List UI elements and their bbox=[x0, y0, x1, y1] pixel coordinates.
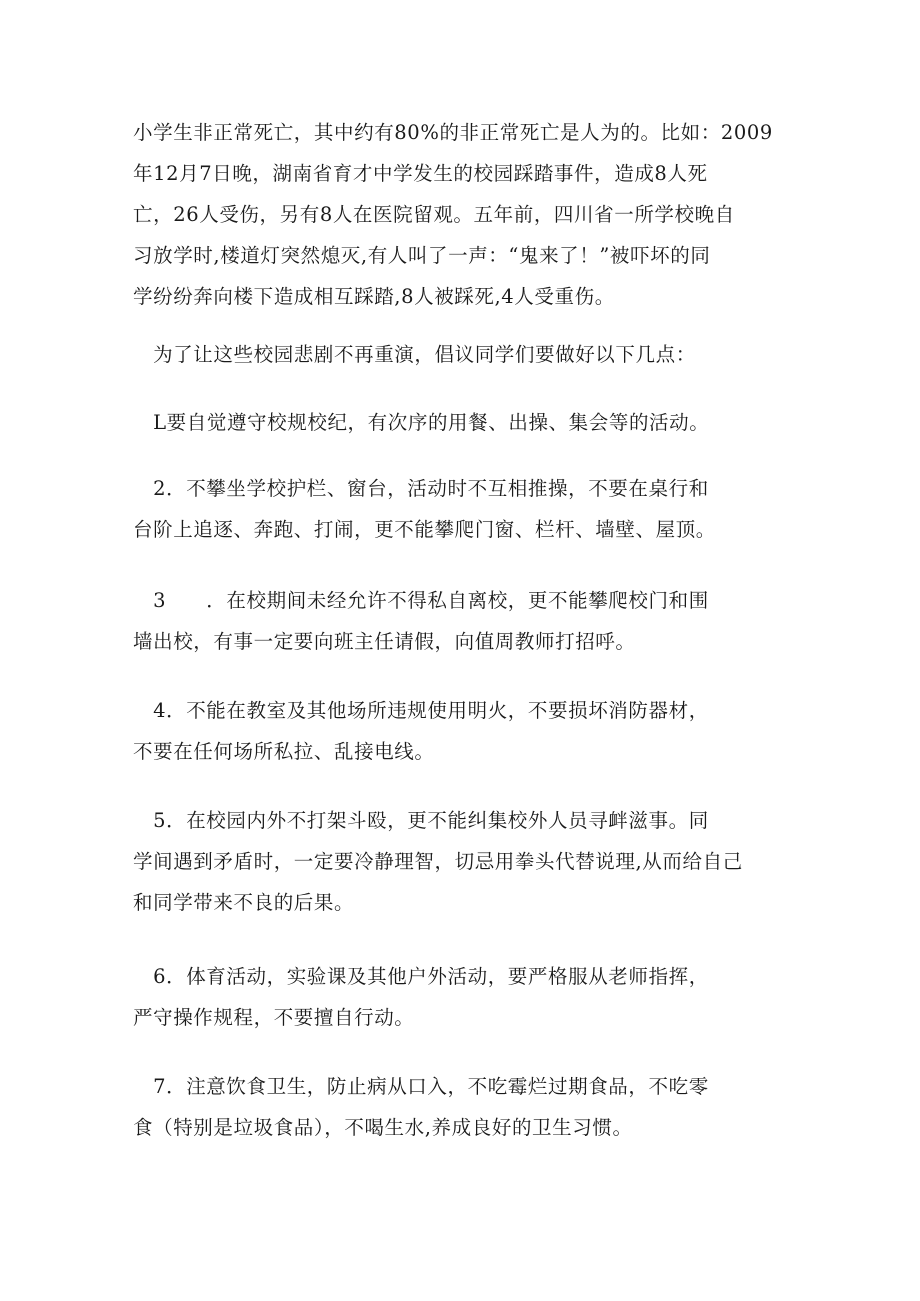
text-line: 学纷纷奔向楼下造成相互踩踏,8人被踩死,4人受重伤。 bbox=[133, 285, 615, 308]
paragraph-proposal bbox=[133, 334, 793, 375]
text-line: 6．体育活动，实验课及其他户外活动，要严格服从老师指挥， bbox=[133, 965, 709, 988]
text-line: 和同学带来不良的后果。 bbox=[133, 891, 355, 914]
paragraph-item-6 bbox=[133, 956, 793, 1038]
paragraph-item-2 bbox=[133, 468, 793, 550]
text-line: 4．不能在教室及其他场所违规使用明火，不要损坏消防器材， bbox=[133, 699, 709, 722]
text-line: 习放学时,楼道灯突然熄灭,有人叫了一声：“鬼来了！”被吓坏的同 bbox=[133, 244, 711, 267]
paragraph-intro bbox=[133, 112, 793, 317]
text-line: 严守操作规程，不要擅自行动。 bbox=[133, 1006, 415, 1029]
text-line: 台阶上追逐、奔跑、打闹，更不能攀爬门窗、栏杆、墙壁、屋顶。 bbox=[133, 518, 716, 541]
paragraph-item-3 bbox=[133, 580, 793, 662]
paragraph-item-5 bbox=[133, 800, 793, 923]
text-line: 为了让这些校园悲剧不再重演，倡议同学们要做好以下几点： bbox=[133, 343, 696, 366]
text-line: 学间遇到矛盾时，一定要冷静理智，切忌用拳头代替说理,从而给自己 bbox=[133, 850, 743, 873]
text-line: 亡，26人受伤，另有8人在医院留观。五年前，四川省一所学校晚自 bbox=[133, 203, 735, 226]
paragraph-item-4 bbox=[133, 690, 793, 772]
text-line: 3 ．在校期间未经允许不得私自离校，更不能攀爬校门和围 bbox=[133, 589, 709, 612]
paragraph-item-1 bbox=[133, 402, 793, 443]
paragraph-item-7 bbox=[133, 1066, 793, 1148]
text-line: 食（特别是垃圾食品），不喝生水,养成良好的卫生习惯。 bbox=[133, 1116, 633, 1139]
text-line: 年12月7日晚，湖南省育才中学发生的校园踩踏事件，造成8人死 bbox=[133, 162, 708, 185]
text-line: 7．注意饮食卫生，防止病从口入，不吃霉烂过期食品，不吃零 bbox=[133, 1075, 709, 1098]
text-line: 小学生非正常死亡，其中约有80%的非正常死亡是人为的。比如：2009 bbox=[133, 121, 773, 144]
text-line: 不要在任何场所私拉、乱接电线。 bbox=[133, 740, 435, 763]
text-line: 5．在校园内外不打架斗殴，更不能纠集校外人员寻衅滋事。同 bbox=[133, 809, 709, 832]
text-line: L要自觉遵守校规校纪，有次序的用餐、出操、集会等的活动。 bbox=[133, 411, 710, 434]
text-line: 墙出校，有事一定要向班主任请假，向值周教师打招呼。 bbox=[133, 630, 636, 653]
text-line: 2．不攀坐学校护栏、窗台，活动时不互相推操，不要在桌行和 bbox=[133, 477, 709, 500]
